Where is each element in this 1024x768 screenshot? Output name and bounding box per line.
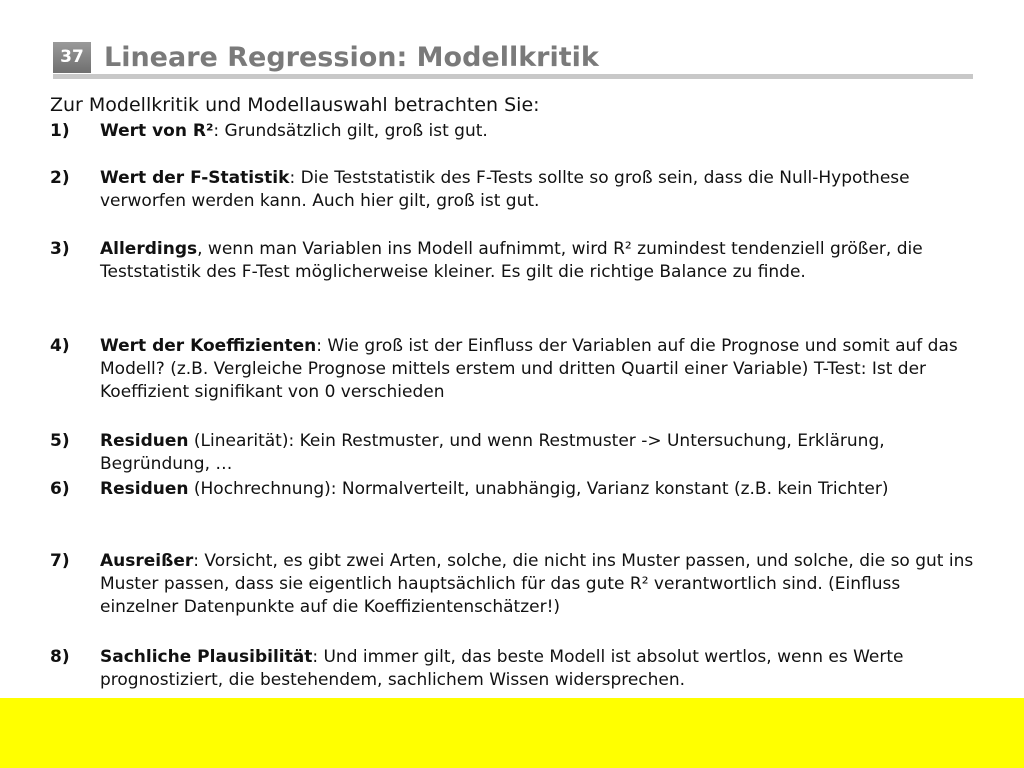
item-text: (Hochrechnung): Normalverteilt, unabhängig, Varianz konstant (z.B. kein Trichter) — [188, 479, 889, 499]
item-number: 7) — [50, 551, 70, 571]
item-number: 3) — [50, 239, 70, 259]
item-body — [100, 238, 980, 284]
item-text: , wenn man Variablen ins Modell aufnimmt, wird R² zumindest tendenziell größer, die Teststatistik des F-Test möglicherweise kleiner. Es gilt die richtige Balance zu finde. — [100, 239, 923, 282]
item-body — [100, 646, 980, 692]
item-number: 1) — [50, 121, 70, 141]
item-term: Residuen — [100, 431, 189, 451]
item-body — [100, 335, 980, 404]
item-text: : Vorsicht, es gibt zwei Arten, solche, die nicht ins Muster passen, und solche, die so gut ins Muster passen, dass sie eigentlich hauptsächlich für das gute R² verantwortlich sind. (Einfluss einzelner Datenpunkte auf die Koeffizientenschätzer!) — [100, 551, 974, 617]
title-divider — [53, 74, 973, 79]
item-text: (Linearität): Kein Restmuster, und wenn Restmuster -> Untersuchung, Erklärung, Begründung, … — [100, 431, 885, 474]
item-body — [100, 167, 980, 213]
list-item-6 — [0, 478, 1024, 501]
list-item-3 — [0, 238, 1024, 284]
item-number: 5) — [50, 431, 70, 451]
item-term: Wert der Koeffizienten — [100, 336, 317, 356]
item-number: 4) — [50, 336, 70, 356]
item-number: 6) — [50, 479, 70, 499]
item-term: Ausreißer — [100, 551, 194, 571]
item-text: : Grundsätzlich gilt, groß ist gut. — [213, 121, 488, 141]
list-item-1 — [0, 120, 1024, 143]
item-term: Wert der F-Statistik — [100, 168, 290, 188]
list-item-2 — [0, 167, 1024, 213]
item-body — [100, 478, 980, 501]
yellow-footer-band — [0, 698, 1024, 768]
item-term: Allerdings — [100, 239, 198, 259]
item-body — [100, 550, 980, 619]
item-term: Residuen — [100, 479, 189, 499]
item-term: Sachliche Plausibilität — [100, 647, 313, 667]
slide-number-badge: 37 — [53, 42, 91, 73]
item-text: : Wie groß ist der Einfluss der Variablen auf die Prognose und somit auf das Modell? (z.B. Vergleiche Prognose mittels erstem und dritten Quartil einer Variable) T-Test: Ist der Koeffizient signifikant von 0 verschieden — [100, 336, 958, 402]
list-item-7 — [0, 550, 1024, 619]
item-number: 8) — [50, 647, 70, 667]
item-number: 2) — [50, 168, 70, 188]
list-item-8 — [0, 646, 1024, 692]
list-item-5 — [0, 430, 1024, 476]
item-body — [100, 120, 980, 143]
slide-title: Lineare Regression: Modellkritik — [104, 42, 599, 73]
item-text: : Und immer gilt, das beste Modell ist absolut wertlos, wenn es Werte prognostiziert, die bestehendem, sachlichem Wissen widersprechen. — [100, 647, 904, 690]
item-term: Wert von R² — [100, 121, 214, 141]
list-item-4 — [0, 335, 1024, 404]
intro-text: Zur Modellkritik und Modellauswahl betrachten Sie: — [50, 94, 540, 116]
item-text: : Die Teststatistik des F-Tests sollte so groß sein, dass die Null-Hypothese verworfen werden kann. Auch hier gilt, groß ist gut. — [100, 168, 910, 211]
item-body — [100, 430, 980, 476]
